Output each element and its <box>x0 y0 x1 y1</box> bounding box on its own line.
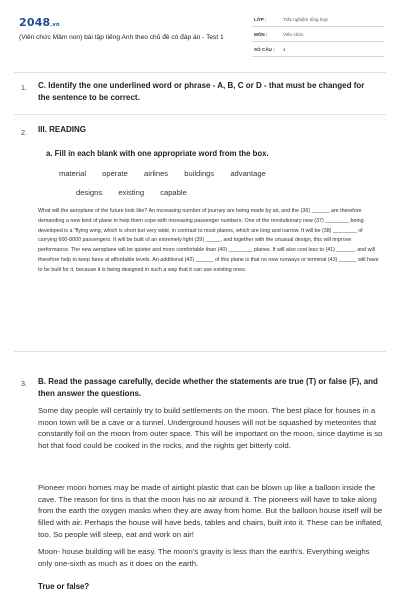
document-header <box>0 0 400 62</box>
word-box-item: airlines <box>144 169 169 178</box>
word-box-row <box>59 169 280 178</box>
divider <box>14 114 386 115</box>
word-box-item: capable <box>160 188 187 197</box>
meta-value: Trắc nghiệm tổng hợp <box>283 17 328 22</box>
document-title: (Viên chức Mầm non) bài tập tiếng Anh theo chủ đề có đáp án - Test 1 <box>19 34 224 41</box>
divider <box>14 351 386 352</box>
question-text: C. Identify the one underlined word or phrase - A, B, C or D - that must be changed for the sentence to be correct. <box>38 81 365 102</box>
meta-row-count <box>252 44 384 57</box>
site-logo[interactable] <box>19 16 60 29</box>
divider <box>14 72 386 73</box>
word-box-item: buildings <box>184 169 215 178</box>
word-box-item: designs <box>76 188 103 197</box>
reading-instruction: a. Fill in each blank with one appropriate word from the box. <box>46 149 269 158</box>
question-text: B. Read the passage carefully, decide whether the statements are true (T) or false (F), and then answer the questions. <box>38 377 378 398</box>
question-number: 1. <box>21 83 27 92</box>
meta-row-class <box>252 14 384 27</box>
logo-sub: .vn <box>50 22 60 28</box>
question-text: III. READING <box>38 125 87 134</box>
question-number: 3. <box>21 379 27 388</box>
word-box-row <box>76 188 201 197</box>
reading-passage: What will the aeroplane of the future look like? An increasing number of journey are being made by air, and the (36) ______ are therefore demanding a new kind of plane to help them cope with increasing passenger numbers. One of the revolutionary new (37) ________ being developed is a “flying wing, which is short but very wide, in contrast to most planes, which are long and narrow. It will be (38) ________ of carrying 600-8000 passengers. It will be built of an extremely light (39) _____, and together with the unusual design, this will improve performance. The new aeroplane will be quieter and more comfortable than (40) ________ planes. It will also cost less to (41) ______, and will therefore help to keep fares at affordable levels. An additional (42) ______ of this plane is that no new runways or terminal (43) ______ will have to be built for it, because it is being designed in such a way that it can use existing ones. <box>38 208 379 273</box>
logo-main: 2048 <box>19 16 51 29</box>
true-false-prompt: True or false? <box>38 582 90 591</box>
word-box-item: operate <box>102 169 128 178</box>
meta-value: 4 <box>283 47 286 52</box>
meta-value: Viên chức <box>283 32 304 37</box>
question-number: 2. <box>21 128 27 137</box>
word-box-item: advantage <box>230 169 266 178</box>
passage-paragraph: Pioneer moon homes may be made of airtight plastic that can be blown up like a balloon inside the cave. The reason for tins is that the moon has no air around it. The pioneers will have to take along from the earth the oxygen masks when they are away from home. But the balloon house itself will be filled with air. Perhaps the house will have beds, tables and chairs, built into it. These can be inflated, too. So people will sleep, eat and work on air! <box>38 483 383 539</box>
meta-label: MÔN : <box>254 32 268 37</box>
word-box-item: existing <box>118 188 145 197</box>
meta-row-subject <box>252 29 384 42</box>
meta-table <box>252 14 384 59</box>
word-box-item: material <box>59 169 87 178</box>
passage-paragraph: Some day people will certainly try to build settlements on the moon. The best place for houses in a moon town will be a cave or a tunnel. Underground houses will not be squashed by meteorites that constantly foil on the moon from outer space. This will be important on the moon, since daytime is so hot that food could be cooked in the rocks, and the nights get bitterly cold. <box>38 406 383 451</box>
meta-label: SỐ CÂU : <box>254 47 275 52</box>
passage-paragraph: Moon- house building will be easy. The moon’s gravity is less than the earth’s. Everything weighs only one-sixth as much as it does on the earth. <box>38 547 370 568</box>
meta-label: LỚP : <box>254 17 267 22</box>
